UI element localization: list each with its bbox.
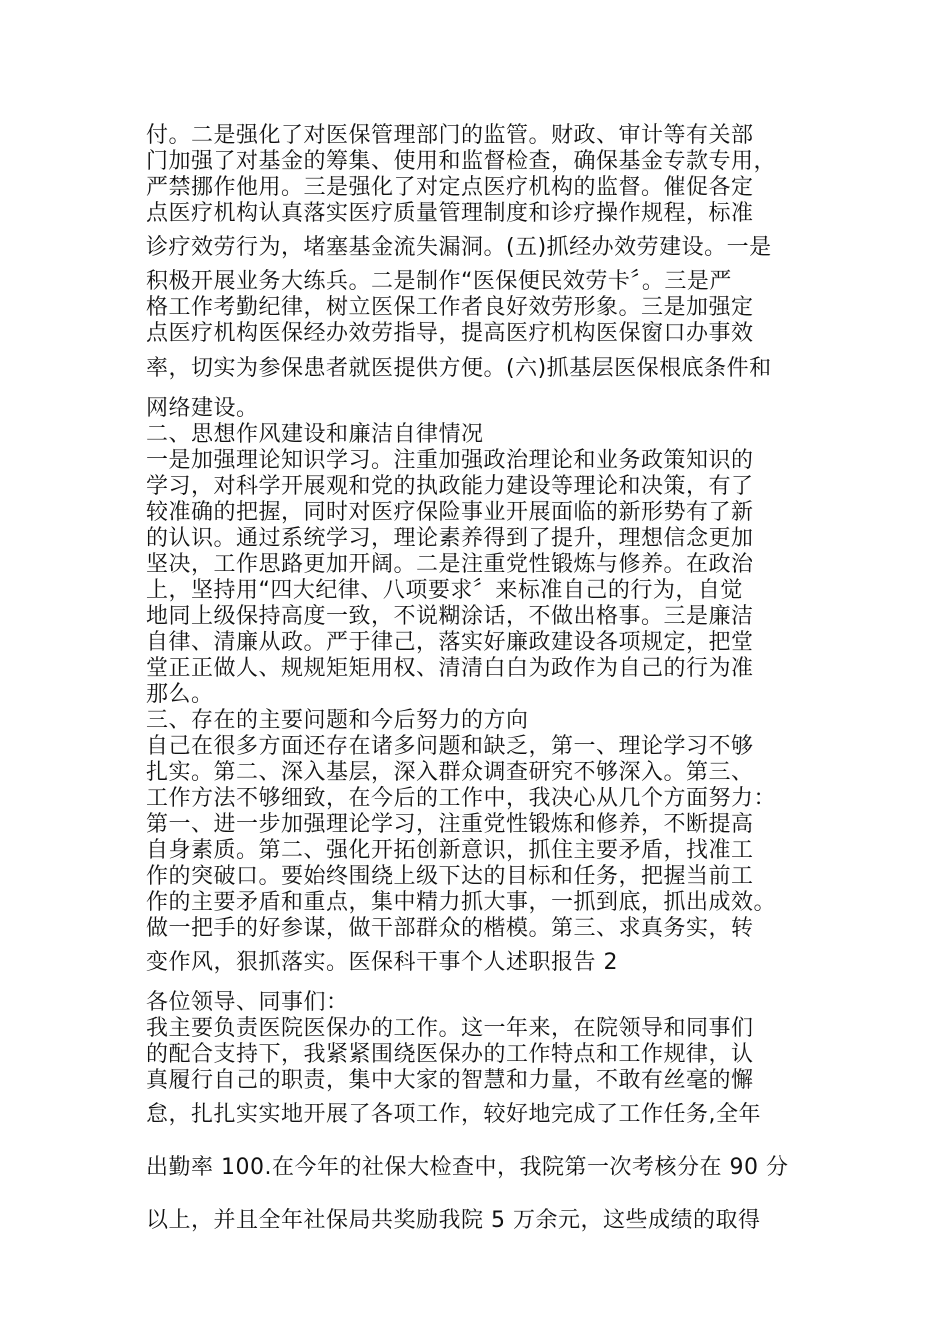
text-line: 诊疗效劳行为，堵塞基金流失漏洞。(五)抓经办效劳建设。一是 bbox=[146, 235, 772, 260]
text-line: 作的突破口。要始终围绕上级下达的目标和任务，把握当前工 bbox=[146, 864, 754, 889]
text-line: 怠，扎扎实实地开展了各项工作，较好地完成了工作任务,全年 bbox=[146, 1102, 761, 1127]
text-line: 真履行自己的职责，集中大家的智慧和力量，不敢有丝毫的懈 bbox=[146, 1068, 754, 1093]
text-line: 格工作考勤纪律，树立医保工作者良好效劳形象。三是加强定 bbox=[146, 295, 754, 320]
text-line: 坚决，工作思路更加开阔。二是注重党性锻炼与修养。在政治 bbox=[146, 552, 754, 577]
text-line: 的配合支持下，我紧紧围绕医保办的工作特点和工作规律，认 bbox=[146, 1042, 754, 1067]
text-line: 门加强了对基金的筹集、使用和监督检查，确保基金专款专用， bbox=[146, 149, 777, 174]
text-line: 上，坚持用“四大纪律、八项要求〞来标准自己的行为，自觉 bbox=[146, 578, 743, 603]
text-line: 付。二是强化了对医保管理部门的监管。财政、审计等有关部 bbox=[146, 123, 754, 148]
text-line: 地同上级保持高度一致，不说糊涂话，不做出格事。三是廉洁 bbox=[146, 604, 754, 629]
text-line: 自身素质。第二、强化开拓创新意识，抓住主要矛盾，找准工 bbox=[146, 838, 754, 863]
text-line: 出勤率 100.在今年的社保大检查中，我院第一次考核分在 90 分 bbox=[146, 1155, 789, 1180]
text-line: 那么。 bbox=[146, 682, 214, 707]
text-line: 作的主要矛盾和重点，集中精力抓大事，一抓到底，抓出成效。 bbox=[146, 890, 777, 915]
text-line: 变作风，狠抓落实。医保科干事个人述职报告 2 bbox=[146, 950, 618, 975]
section-heading: 三、存在的主要问题和今后努力的方向 bbox=[146, 708, 529, 733]
section-heading: 二、思想作风建设和廉洁自律情况 bbox=[146, 422, 484, 447]
text-line: 做一把手的好参谋，做干部群众的楷模。第三、求真务实，转 bbox=[146, 916, 754, 941]
text-line: 较准确的把握，同时对医疗保险事业开展面临的新形势有了新 bbox=[146, 500, 754, 525]
greeting-line: 各位领导、同事们： bbox=[146, 990, 349, 1015]
text-line: 网络建设。 bbox=[146, 396, 259, 421]
text-line: 工作方法不够细致，在今后的工作中，我决心从几个方面努力： bbox=[146, 786, 777, 811]
text-line: 点医疗机构医保经办效劳指导，提高医疗机构医保窗口办事效 bbox=[146, 321, 754, 346]
text-line: 积极开展业务大练兵。二是制作“医保便民效劳卡〞。三是严 bbox=[146, 269, 732, 294]
text-line: 严禁挪作他用。三是强化了对定点医疗机构的监督。催促各定 bbox=[146, 175, 754, 200]
text-line: 自律、清廉从政。严于律己，落实好廉政建设各项规定，把堂 bbox=[146, 630, 754, 655]
text-line: 我主要负责医院医保办的工作。这一年来，在院领导和同事们 bbox=[146, 1016, 754, 1041]
text-line: 学习，对科学开展观和党的执政能力建设等理论和决策，有了 bbox=[146, 474, 754, 499]
text-line: 堂正正做人、规规矩矩用权、清清白白为政作为自己的行为准 bbox=[146, 656, 754, 681]
text-line: 的认识。通过系统学习，理论素养得到了提升，理想信念更加 bbox=[146, 526, 754, 551]
text-line: 自己在很多方面还存在诸多问题和缺乏，第一、理论学习不够 bbox=[146, 734, 754, 759]
text-line: 第一、进一步加强理论学习，注重党性锻炼和修养，不断提高 bbox=[146, 812, 754, 837]
text-line: 扎实。第二、深入基层，深入群众调查研究不够深入。第三、 bbox=[146, 760, 754, 785]
text-line: 以上，并且全年社保局共奖励我院 5 万余元，这些成绩的取得 bbox=[146, 1208, 761, 1233]
text-line: 一是加强理论知识学习。注重加强政治理论和业务政策知识的 bbox=[146, 448, 754, 473]
text-line: 点医疗机构认真落实医疗质量管理制度和诊疗操作规程，标准 bbox=[146, 201, 754, 226]
text-line: 率，切实为参保患者就医提供方便。(六)抓基层医保根底条件和 bbox=[146, 356, 772, 381]
